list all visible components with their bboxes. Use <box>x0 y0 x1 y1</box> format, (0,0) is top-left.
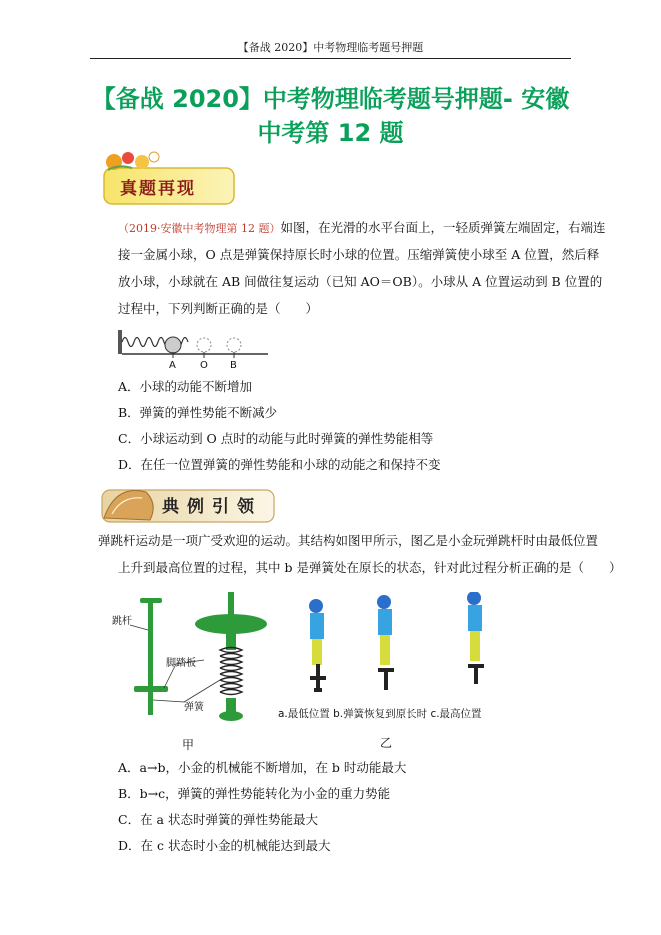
q2-line-2: 上升到最高位置的过程，其中 b 是弹簧处在原长的状态，针对此过程分析正确的是（ ） <box>118 560 622 575</box>
person-c-icon <box>467 592 484 684</box>
banner-label: 典例引领 <box>162 497 262 517</box>
banner-label: 真题再现 <box>120 179 196 199</box>
q1-line-1 <box>118 214 606 242</box>
q1-text-1: 如图，在光滑的水平台面上，一轻质弹簧左端固定，右端连 <box>280 220 606 235</box>
q2-option-b: B．b→c，弹簧的弹性势能转化为小金的重力势能 <box>118 786 391 801</box>
spring-ball-figure <box>118 326 268 374</box>
label-pole: 跳杆 <box>112 616 132 627</box>
q2-option-d: D．在 c 状态时小金的机械能达到最大 <box>118 838 331 853</box>
figure-yi-captions: a.最低位置 b.弹簧恢复到原长时 c.最高位置 <box>278 708 482 720</box>
label-spring: 弹簧 <box>184 702 204 713</box>
jump-positions-figure <box>278 592 532 760</box>
pogo-stick-figure <box>112 590 282 760</box>
spring-ball-diagram <box>118 326 268 360</box>
figure-jia-caption: 甲 <box>182 738 195 752</box>
title-line-1: 【备战 2020】中考物理临考题号押题- 安徽 <box>91 85 570 113</box>
person-a-icon <box>309 599 326 692</box>
page-header: 【备战 2020】中考物理临考题号押题 <box>90 40 571 59</box>
q1-option-b: B．弹簧的弹性势能不断减少 <box>118 405 278 420</box>
q1-option-a: A．小球的动能不断增加 <box>118 379 253 394</box>
point-b-label: B <box>230 360 237 371</box>
q1-line-3: 放小球，小球就在 AB 间做往复运动（已知 AO＝OB）。小球从 A 位置运动到 B 位置的 <box>118 274 603 289</box>
label-pedal: 脚踏板 <box>166 658 196 669</box>
person-b-icon <box>377 595 394 690</box>
section-banner-real-question <box>98 150 240 208</box>
figure-yi-caption: 乙 <box>380 736 393 750</box>
section-banner-example <box>98 480 278 526</box>
point-a-label: A <box>169 360 176 371</box>
title-line-2: 中考第 12 题 <box>257 119 404 147</box>
q1-source: （2019·安徽中考物理第 12 题） <box>118 222 281 235</box>
q1-option-d: D．在任一位置弹簧的弹性势能和小球的动能之和保持不变 <box>118 457 441 472</box>
page-title <box>80 82 581 150</box>
q2-option-a: A．a→b，小金的机械能不断增加，在 b 时动能最大 <box>118 760 407 775</box>
q1-option-c: C．小球运动到 O 点时的动能与此时弹簧的弹性势能相等 <box>118 431 434 446</box>
q2-option-c: C．在 a 状态时弹簧的弹性势能最大 <box>118 812 318 827</box>
point-o-label: O <box>200 360 208 371</box>
q1-line-2: 接一金属小球，O 点是弹簧保持原长时小球的位置。压缩弹簧使小球至 A 位置，然后释 <box>118 247 600 262</box>
jump-positions-diagram <box>292 592 532 702</box>
q1-line-4: 过程中，下列判断正确的是（ ） <box>118 301 319 316</box>
q2-line-1: 弹跳杆运动是一项广受欢迎的运动。其结构如图甲所示，图乙是小金玩弹跳杆时由最低位置 <box>98 533 599 548</box>
